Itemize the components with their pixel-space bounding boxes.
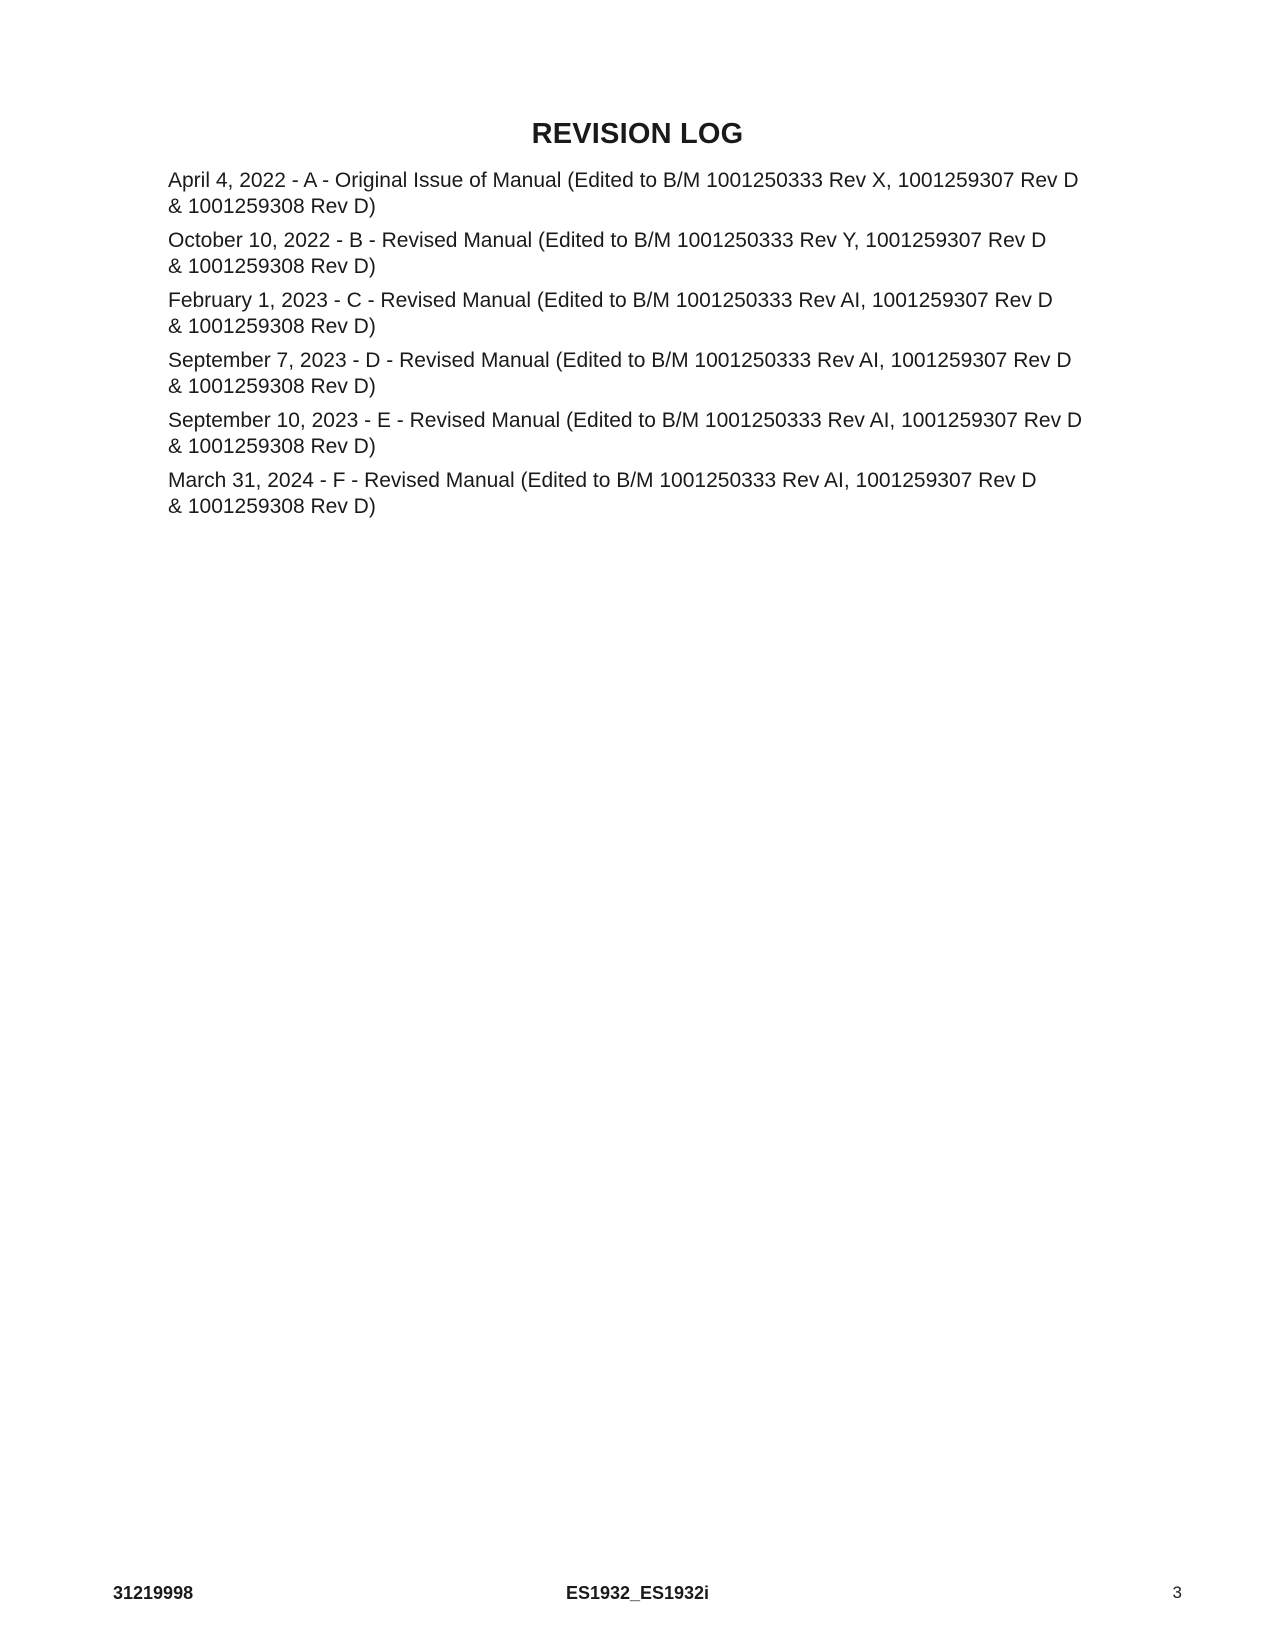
page-title: REVISION LOG bbox=[531, 118, 744, 150]
revision-entry-line: September 10, 2023 - E - Revised Manual (Edited to B/M 1001250333 Rev AI, 1001259307 Rev D bbox=[168, 409, 1083, 432]
revision-entry-line: & 1001259308 Rev D) bbox=[168, 495, 376, 518]
revision-entry-e bbox=[168, 408, 1128, 460]
revision-entry-line: February 1, 2023 - C - Revised Manual (Edited to B/M 1001250333 Rev AI, 1001259307 Rev D bbox=[168, 289, 1053, 312]
revision-entry-line: & 1001259308 Rev D) bbox=[168, 195, 376, 218]
revision-entry-c bbox=[168, 288, 1128, 340]
revision-entry-a bbox=[168, 168, 1128, 220]
revision-entry-b bbox=[168, 228, 1128, 280]
revision-entry-line: March 31, 2024 - F - Revised Manual (Edited to B/M 1001250333 Rev AI, 1001259307 Rev D bbox=[168, 469, 1037, 492]
page-number: 3 bbox=[1172, 1583, 1182, 1602]
revision-entry-line: April 4, 2022 - A - Original Issue of Manual (Edited to B/M 1001250333 Rev X, 1001259307 Rev D bbox=[168, 169, 1079, 192]
revision-list bbox=[168, 168, 1128, 528]
revision-entry-line: & 1001259308 Rev D) bbox=[168, 255, 376, 278]
revision-entry-d bbox=[168, 348, 1128, 400]
footer-model-name: ES1932_ES1932i bbox=[565, 1583, 710, 1603]
revision-entry-f bbox=[168, 468, 1128, 520]
footer-document-number: 31219998 bbox=[113, 1583, 194, 1603]
revision-entry-line: & 1001259308 Rev D) bbox=[168, 315, 376, 338]
revision-entry-line: & 1001259308 Rev D) bbox=[168, 435, 376, 458]
revision-entry-line: & 1001259308 Rev D) bbox=[168, 375, 376, 398]
revision-entry-line: September 7, 2023 - D - Revised Manual (Edited to B/M 1001250333 Rev AI, 1001259307 Rev D bbox=[168, 349, 1072, 372]
revision-entry-line: October 10, 2022 - B - Revised Manual (Edited to B/M 1001250333 Rev Y, 1001259307 Rev D bbox=[168, 229, 1047, 252]
